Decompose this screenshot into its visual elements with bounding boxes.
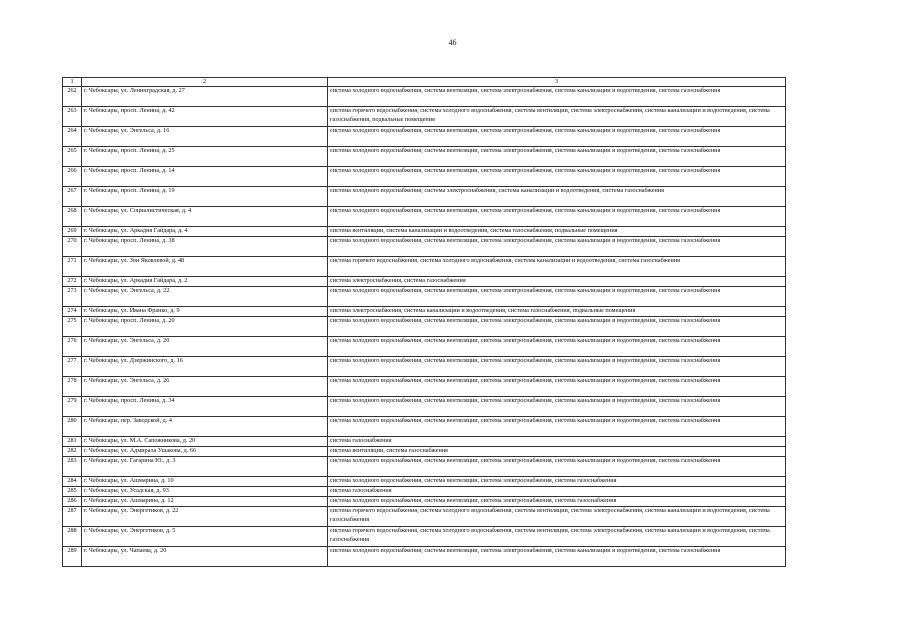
column-header-systems: 3 [328, 78, 786, 87]
table-row [63, 497, 786, 507]
row-systems: система вентиляции, система газоснабжения [328, 447, 786, 457]
table-row [63, 207, 786, 227]
table-row [63, 377, 786, 397]
address-systems-table [62, 77, 786, 567]
row-number: 281 [63, 437, 82, 447]
table-header-row [63, 78, 786, 87]
table-row [63, 317, 786, 337]
row-number: 271 [63, 257, 82, 277]
table-row [63, 357, 786, 377]
row-number: 270 [63, 237, 82, 257]
table-row [63, 447, 786, 457]
row-systems: система газоснабжения [328, 487, 786, 497]
row-number: 273 [63, 287, 82, 307]
row-systems: система горячего водоснабжения, система холодного водоснабжения, система вентиляции, система электроснабжения, система канализации и водоотведения, система газоснабжения [328, 507, 786, 527]
row-address: г. Чебоксары, ул. Энергетиков, д. 22 [82, 507, 328, 527]
row-systems: система холодного водоснабжения, система вентиляции, система электроснабжения, система канализации и водоотведения, система газоснабжения [328, 317, 786, 337]
row-number: 283 [63, 457, 82, 477]
row-systems: система холодного водоснабжения, система вентиляции, система электроснабжения, система канализации и водоотведения, система газоснабжения [328, 237, 786, 257]
row-address: г. Чебоксары, ул. Энергетиков, д. 5 [82, 527, 328, 547]
column-header-address: 2 [82, 78, 328, 87]
table-row [63, 287, 786, 307]
row-address: г. Чебоксары, просп. Ленина, д. 38 [82, 237, 328, 257]
row-address: г. Чебоксары, просп. Ленина, д. 42 [82, 107, 328, 127]
row-systems: система горячего водоснабжения, система холодного водоснабжения, система канализации и водоотведения, система газоснабжения [328, 257, 786, 277]
row-systems: система холодного водоснабжения, система вентиляции, система электроснабжения, система канализации и водоотведения, система газоснабжения [328, 417, 786, 437]
row-number: 284 [63, 477, 82, 487]
table-row [63, 187, 786, 207]
row-systems: система холодного водоснабжения, система вентиляции, система электроснабжения, система канализации и водоотведения, система газоснабжения [328, 127, 786, 147]
table-row [63, 107, 786, 127]
row-number: 265 [63, 147, 82, 167]
row-address: г. Чебоксары, ул. Энгельса, д. 16 [82, 127, 328, 147]
row-address: г. Чебоксары, ул. Аркадия Гайдара, д. 4 [82, 227, 328, 237]
row-systems: система холодного водоснабжения, система вентиляции, система электроснабжения, система газоснабжения [328, 477, 786, 487]
row-number: 266 [63, 167, 82, 187]
row-number: 282 [63, 447, 82, 457]
row-number: 267 [63, 187, 82, 207]
table-row [63, 507, 786, 527]
table-row [63, 547, 786, 567]
table-row [63, 87, 786, 107]
row-number: 275 [63, 317, 82, 337]
row-systems: система холодного водоснабжения, система вентиляции, система электроснабжения, система канализации и водоотведения, система газоснабжения [328, 167, 786, 187]
row-address: г. Чебоксары, ул. Зои Яковлевой, д. 48 [82, 257, 328, 277]
row-address: г. Чебоксары, ул. Ленинградская, д. 27 [82, 87, 328, 107]
row-systems: система холодного водоснабжения, система вентиляции, система электроснабжения, система канализации и водоотведения, система газоснабжения [328, 147, 786, 167]
table-row [63, 417, 786, 437]
row-number: 274 [63, 307, 82, 317]
row-address: г. Чебоксары, ул. Ивана Франко, д. 9 [82, 307, 328, 317]
row-systems: система горячего водоснабжения, система холодного водоснабжения, система вентиляции, система электроснабжения, система канализации и водоотведения, система газоснабжения [328, 527, 786, 547]
row-number: 264 [63, 127, 82, 147]
row-number: 262 [63, 87, 82, 107]
row-number: 288 [63, 527, 82, 547]
table-row [63, 237, 786, 257]
row-number: 263 [63, 107, 82, 127]
row-address: г. Чебоксары, просп. Ленина, д. 20 [82, 317, 328, 337]
row-number: 278 [63, 377, 82, 397]
row-systems: система холодного водоснабжения, система вентиляции, система электроснабжения, система канализации и водоотведения, система газоснабжения [328, 457, 786, 477]
row-address: г. Чебоксары, просп. Ленина, д. 25 [82, 147, 328, 167]
table-row [63, 457, 786, 477]
row-number: 289 [63, 547, 82, 567]
row-systems: система холодного водоснабжения, система вентиляции, система электроснабжения, система канализации и водоотведения, система газоснабжения [328, 287, 786, 307]
row-address: г. Чебоксары, ул. Ашмарина, д. 10 [82, 477, 328, 487]
table-row [63, 307, 786, 317]
row-systems: система холодного водоснабжения, система вентиляции, система электроснабжения, система канализации и водоотведения, система газоснабжения [328, 377, 786, 397]
page-number: 46 [448, 38, 457, 47]
row-address: г. Чебоксары, ул. Энгельса, д. 22 [82, 287, 328, 307]
row-systems: система электроснабжения, система канализации и водоотведения, система газоснабжения, подвальные помещения [328, 307, 786, 317]
table-row [63, 487, 786, 497]
row-address: г. Чебоксары, ул. Энгельса, д. 26 [82, 377, 328, 397]
table-row [63, 437, 786, 447]
row-systems: система горячего водоснабжения, система холодного водоснабжения, система вентиляции, система электроснабжения, система канализации и водоотведения, система газоснабжения, подвальные помещения [328, 107, 786, 127]
row-number: 268 [63, 207, 82, 227]
row-systems: система холодного водоснабжения, система вентиляции, система электроснабжения, система канализации и водоотведения, система газоснабжения [328, 337, 786, 357]
table-row [63, 277, 786, 287]
row-systems: система холодного водоснабжения, система вентиляции, система электроснабжения, система канализации и водоотведения, система газоснабжения [328, 87, 786, 107]
table-row [63, 167, 786, 187]
row-address: г. Чебоксары, просп. Ленина, д. 19 [82, 187, 328, 207]
row-address: г. Чебоксары, ул. Ашмарина, д. 12 [82, 497, 328, 507]
row-address: г. Чебоксары, ул. Усадская, д. 93 [82, 487, 328, 497]
table-row [63, 527, 786, 547]
row-number: 276 [63, 337, 82, 357]
table-row [63, 477, 786, 487]
column-header-number: 1 [63, 78, 82, 87]
row-address: г. Чебоксары, просп. Ленина, д. 14 [82, 167, 328, 187]
row-address: г. Чебоксары, ул. Аркадия Гайдара, д. 2 [82, 277, 328, 287]
row-address: г. Чебоксары, ул. М.А. Сапожникова, д. 20 [82, 437, 328, 447]
row-number: 287 [63, 507, 82, 527]
table-row [63, 147, 786, 167]
row-address: г. Чебоксары, ул. Гагарина Ю., д. 3 [82, 457, 328, 477]
row-systems: система вентиляции, система канализации и водоотведения, система газоснабжения, подвальные помещения [328, 227, 786, 237]
row-number: 269 [63, 227, 82, 237]
row-systems: система холодного водоснабжения, система вентиляции, система электроснабжения, система канализации и водоотведения, система газоснабжения [328, 547, 786, 567]
row-systems: система газоснабжения [328, 437, 786, 447]
row-number: 277 [63, 357, 82, 377]
row-address: г. Чебоксары, ул. Энгельса, д. 20 [82, 337, 328, 357]
table-row [63, 227, 786, 237]
row-address: г. Чебоксары, ул. Адмирала Ушакова, д. 66 [82, 447, 328, 457]
row-address: г. Чебоксары, ул. Чапаева, д. 20 [82, 547, 328, 567]
row-address: г. Чебоксары, ул. Дзержинского, д. 16 [82, 357, 328, 377]
row-systems: система холодного водоснабжения, система вентиляции, система электроснабжения, система канализации и водоотведения, система газоснабжения [328, 397, 786, 417]
table-row [63, 127, 786, 147]
row-number: 272 [63, 277, 82, 287]
row-address: г. Чебоксары, пер. Заводской, д. 4 [82, 417, 328, 437]
row-number: 279 [63, 397, 82, 417]
row-systems: система холодного водоснабжения, система электроснабжения, система канализации и водоотведения, система газоснабжения [328, 187, 786, 207]
row-systems: система электроснабжения, система газоснабжения [328, 277, 786, 287]
row-number: 285 [63, 487, 82, 497]
row-address: г. Чебоксары, просп. Ленина, д. 34 [82, 397, 328, 417]
row-number: 280 [63, 417, 82, 437]
row-systems: система холодного водоснабжения, система вентиляции, система электроснабжения, система канализации и водоотведения, система газоснабжения [328, 207, 786, 227]
table-row [63, 337, 786, 357]
table-row [63, 397, 786, 417]
row-number: 286 [63, 497, 82, 507]
row-systems: система холодного водоснабжения, система вентиляции, система электроснабжения, система канализации и водоотведения, система газоснабжения [328, 357, 786, 377]
row-systems: система холодного водоснабжения, система вентиляции, система электроснабжения, система газоснабжения [328, 497, 786, 507]
table-row [63, 257, 786, 277]
row-address: г. Чебоксары, ул. Социалистическая, д. 4 [82, 207, 328, 227]
